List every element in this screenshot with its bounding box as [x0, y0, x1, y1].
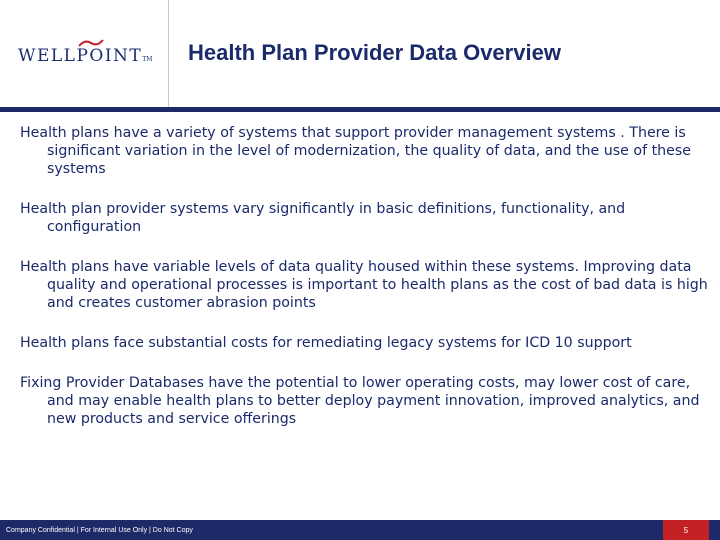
bullet-item: Health plans face substantial costs for remediating legacy systems for ICD 10 support — [20, 335, 632, 351]
bullet-item: Health plans have a variety of systems that support provider management systems . There is significant variation in the level of modernization, the quality of data, and the use of these systems — [20, 125, 691, 177]
slide-title: Health Plan Provider Data Overview — [188, 40, 561, 65]
bullet-list — [20, 124, 710, 450]
logo-trademark: TM — [142, 56, 153, 63]
wellpoint-logo — [18, 38, 158, 78]
bullet-item: Health plan provider systems vary significantly in basic definitions, functionality, and configuration — [20, 201, 626, 235]
bullet-item: Health plans have variable levels of data quality housed within these systems. Improving data quality and operational processes is important to health plans as the cost of bad data is high and creates customer abrasion points — [20, 259, 708, 311]
confidentiality-notice: Company Confidential | For Internal Use Only | Do Not Copy — [6, 527, 193, 534]
bullet-item: Fixing Provider Databases have the potential to lower operating costs, may lower cost of care, and may enable health plans to better deploy payment innovation, improved analytics, and new products and service offerings — [20, 375, 700, 427]
page-number: 5 — [683, 526, 689, 535]
header-band — [0, 107, 720, 112]
logo-wordmark: WELLPOINT — [18, 46, 143, 66]
slide-footer — [0, 520, 720, 540]
header-divider — [168, 0, 169, 107]
slide-header — [0, 0, 720, 107]
page-number-badge — [663, 520, 709, 540]
